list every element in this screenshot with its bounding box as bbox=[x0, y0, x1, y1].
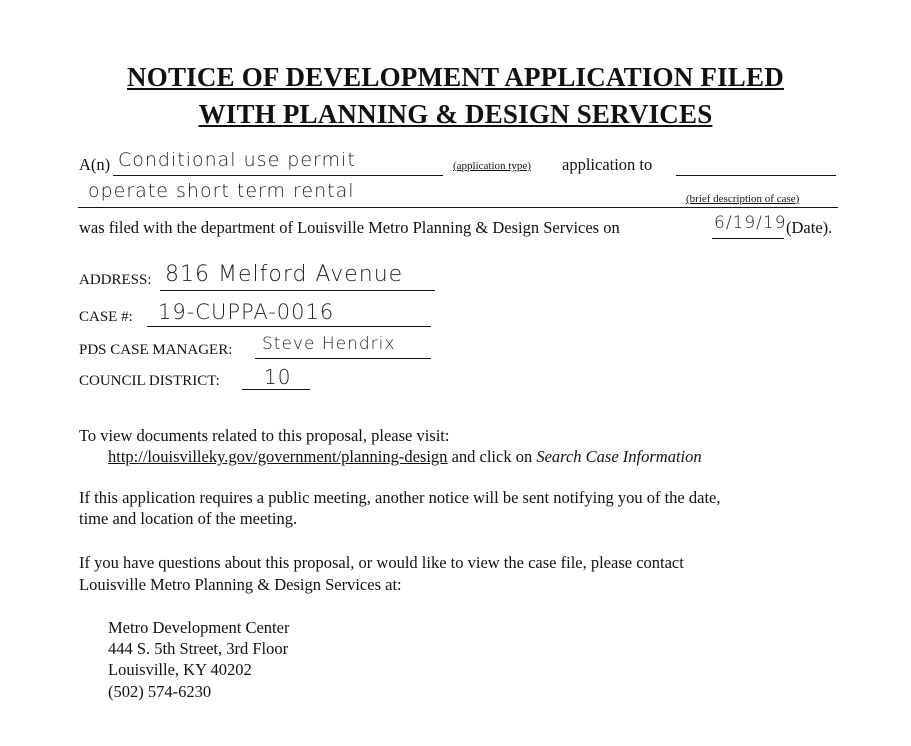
address-line bbox=[160, 290, 435, 291]
application-type-value: Conditional use permit bbox=[118, 149, 356, 171]
description-line bbox=[78, 207, 683, 208]
meeting-line-1: If this application requires a public meeting, another notice will be sent notifying you of the date, bbox=[79, 488, 721, 507]
district-line bbox=[242, 389, 310, 390]
application-to-text: application to bbox=[562, 155, 653, 174]
date-label: (Date). bbox=[786, 218, 833, 237]
district-value: 10 bbox=[264, 365, 292, 389]
district-label: COUNCIL DISTRICT: bbox=[79, 373, 220, 389]
filed-text: was filed with the department of Louisville Metro Planning & Design Services on bbox=[79, 218, 620, 237]
view-docs-line bbox=[108, 447, 702, 467]
view-docs-intro: To view documents related to this proposal, please visit: bbox=[79, 426, 450, 445]
application-prefix: A(n) bbox=[79, 155, 111, 174]
address-label: ADDRESS: bbox=[79, 272, 152, 288]
case-value: 19-CUPPA-0016 bbox=[158, 300, 335, 324]
manager-line bbox=[255, 358, 431, 359]
meeting-line-2: time and location of the meeting. bbox=[79, 509, 298, 528]
description-label: (brief description of case) bbox=[686, 193, 800, 205]
manager-label: PDS CASE MANAGER: bbox=[79, 342, 233, 358]
contact-name: Metro Development Center bbox=[108, 618, 290, 637]
application-type-line bbox=[113, 175, 443, 176]
application-type-label: (application type) bbox=[453, 160, 531, 172]
application-to-line bbox=[676, 175, 836, 176]
description-line-end bbox=[683, 207, 838, 208]
case-label: CASE #: bbox=[79, 309, 133, 325]
notice-title-line-2: WITH PLANNING & DESIGN SERVICES bbox=[198, 99, 713, 129]
case-line bbox=[147, 326, 431, 327]
notice-title-line-1: NOTICE OF DEVELOPMENT APPLICATION FILED bbox=[127, 62, 784, 92]
date-value: 6/19/19 bbox=[714, 213, 787, 233]
questions-line-2: Louisville Metro Planning & Design Services at: bbox=[79, 575, 402, 594]
address-value: 816 Melford Avenue bbox=[165, 262, 404, 287]
contact-city: Louisville, KY 40202 bbox=[108, 660, 252, 679]
manager-value: Steve Hendrix bbox=[262, 334, 396, 354]
questions-line-1: If you have questions about this proposal, or would like to view the case file, please contact bbox=[79, 553, 684, 572]
date-line bbox=[712, 238, 784, 239]
contact-street: 444 S. 5th Street, 3rd Floor bbox=[108, 639, 289, 658]
description-value: operate short term rental bbox=[88, 180, 355, 202]
search-case-info-text: Search Case Information bbox=[536, 447, 702, 466]
planning-design-link[interactable]: http://louisvilleky.gov/government/planning-design bbox=[108, 447, 448, 466]
and-click-text: and click on bbox=[451, 447, 533, 466]
contact-phone: (502) 574-6230 bbox=[108, 682, 212, 701]
